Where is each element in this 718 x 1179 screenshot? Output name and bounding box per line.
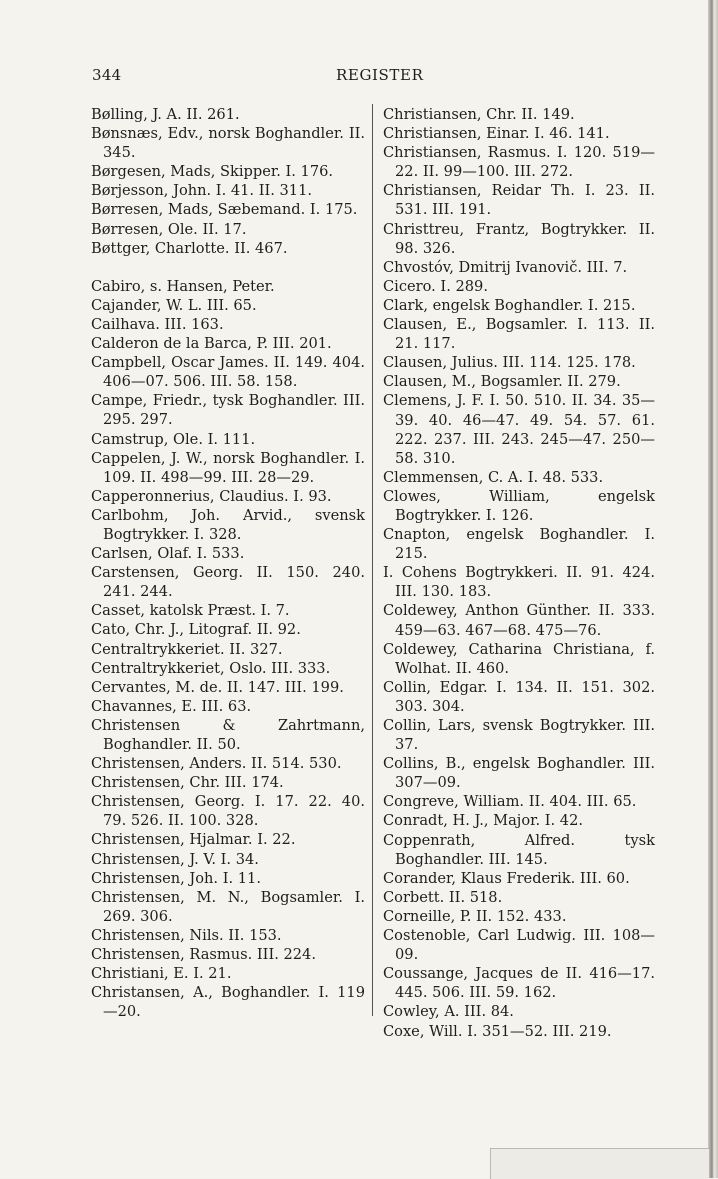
index-entry: Børjesson, John. I. 41. II. 311. (91, 182, 312, 200)
index-entry: Coldewey, Anthon Günther. II. 333. 459—63. 467—68. 475—76. (383, 602, 655, 639)
index-entry: Casset, katolsk Præst. I. 7. (91, 602, 290, 620)
index-entry: Cajander, W. L. III. 65. (91, 296, 257, 314)
index-column-right (383, 105, 655, 1041)
index-entry: Corbett. II. 518. (383, 888, 503, 906)
index-entry: Coppenrath, Alfred. tysk Boghandler. III. 145. (383, 831, 655, 868)
index-entry: Cappelen, J. W., norsk Boghandler. I. 109. II. 498—99. III. 28—29. (91, 449, 365, 486)
index-entry: Collins, B., engelsk Boghandler. III. 307—09. (383, 755, 655, 792)
index-entry: Capperonnerius, Claudius. I. 93. (91, 487, 332, 505)
index-entry: Clausen, M., Bogsamler. II. 279. (383, 373, 621, 391)
index-entry: Christensen, J. V. I. 34. (91, 850, 259, 868)
index-entry: Coussange, Jacques de II. 416—17. 445. 506. III. 59. 162. (383, 965, 655, 1002)
column-divider (372, 104, 373, 1016)
index-entry: Børresen, Mads, Sæbemand. I. 175. (91, 201, 358, 219)
index-entry: Clark, engelsk Boghandler. I. 215. (383, 296, 636, 314)
page-edge-bottom (490, 1148, 709, 1179)
index-entry: Christensen, M. N., Bogsamler. I. 269. 306. (91, 888, 365, 925)
index-entry: Clausen, Julius. III. 114. 125. 178. (383, 354, 636, 372)
index-entry: Cnapton, engelsk Boghandler. I. 215. (383, 526, 655, 563)
page-number: 344 (92, 66, 122, 84)
index-entry: Cicero. I. 289. (383, 277, 488, 295)
index-entry: Congreve, William. II. 404. III. 65. (383, 793, 637, 811)
index-entry: Børgesen, Mads, Skipper. I. 176. (91, 163, 334, 181)
index-entry: Christensen & Zahrtmann, Boghandler. II. 50. (91, 716, 365, 753)
index-entry: Christiani, E. I. 21. (91, 965, 232, 983)
index-entry: Christensen, Rasmus. III. 224. (91, 946, 316, 964)
index-entry: Corander, Klaus Frederik. III. 60. (383, 869, 630, 887)
index-entry: Cowley, A. III. 84. (383, 1003, 514, 1021)
index-entry: Christansen, A., Boghandler. I. 119—20. (91, 984, 365, 1021)
index-entry: Christensen, Joh. I. 11. (91, 869, 261, 887)
index-entry: Christtreu, Frantz, Bogtrykker. II. 98. 326. (383, 220, 655, 257)
index-entry: Conradt, H. J., Major. I. 42. (383, 812, 584, 830)
index-entry: Coldewey, Catharina Christiana, f. Wolhat. II. 460. (383, 640, 655, 677)
index-entry: Clowes, William, engelsk Bogtrykker. I. 126. (383, 487, 655, 524)
index-entry: Cervantes, M. de. II. 147. III. 199. (91, 678, 344, 696)
index-entry: Collin, Lars, svensk Bogtrykker. III. 37. (383, 717, 655, 754)
index-entry: Campbell, Oscar James. II. 149. 404. 406—07. 506. III. 58. 158. (91, 354, 365, 391)
index-entry: Christiansen, Chr. II. 149. (383, 106, 575, 123)
index-entry: Campe, Friedr., tysk Boghandler. III. 295. 297. (91, 392, 365, 429)
page-header (92, 66, 654, 90)
index-entry: Christiansen, Reidar Th. I. 23. II. 531. III. 191. (383, 182, 655, 219)
index-entry: Christiansen, Einar. I. 46. 141. (383, 125, 610, 143)
index-entry: Cailhava. III. 163. (91, 315, 224, 333)
index-column-left (91, 105, 365, 1021)
index-entry: I. Cohens Bogtrykkeri. II. 91. 424. III. 130. 183. (383, 564, 655, 601)
index-entry: Christensen, Chr. III. 174. (91, 774, 284, 792)
index-entry: Centraltrykkeriet. II. 327. (91, 640, 283, 658)
index-entry: Carlbohm, Joh. Arvid., svensk Bogtrykker. I. 328. (91, 506, 365, 543)
index-entry: Christensen, Anders. II. 514. 530. (91, 755, 342, 773)
index-entry: Centraltrykkeriet, Oslo. III. 333. (91, 659, 331, 677)
index-entry: Clausen, E., Bogsamler. I. 113. II. 21. 117. (383, 316, 655, 353)
index-entry: Coxe, Will. I. 351—52. III. 219. (383, 1022, 612, 1040)
index-entry: Costenoble, Carl Ludwig. III. 108—09. (383, 927, 655, 964)
index-entry: Christensen, Hjalmar. I. 22. (91, 831, 296, 849)
index-entry: Clemmensen, C. A. I. 48. 533. (383, 468, 604, 486)
index-entry: Cato, Chr. J., Litograf. II. 92. (91, 621, 301, 639)
index-entry: Christensen, Nils. II. 153. (91, 926, 282, 944)
running-title: REGISTER (336, 66, 424, 84)
page-edge-right (708, 0, 718, 1178)
index-entry: Børresen, Ole. II. 17. (91, 220, 247, 238)
index-entry: Chavannes, E. III. 63. (91, 697, 252, 715)
index-entry: Christiansen, Rasmus. I. 120. 519—22. II. 99—100. III. 272. (383, 144, 655, 181)
index-entry: Calderon de la Barca, P. III. 201. (91, 335, 332, 353)
index-entry: Carstensen, Georg. II. 150. 240. 241. 244. (91, 564, 365, 601)
index-entry: Clemens, J. F. I. 50. 510. II. 34. 35—39. 40. 46—47. 49. 54. 57. 61. 222. 237. III. 243. 245—47. 250—58. 310. (383, 392, 655, 467)
index-entry: Corneille, P. II. 152. 433. (383, 907, 567, 925)
index-entry: Collin, Edgar. I. 134. II. 151. 302. 303. 304. (383, 678, 655, 715)
index-entry: Cabiro, s. Hansen, Peter. (91, 277, 275, 295)
index-entry: Bønsnæs, Edv., norsk Boghandler. II. 345. (91, 125, 365, 162)
index-entry: Carlsen, Olaf. I. 533. (91, 545, 245, 563)
index-entry: Camstrup, Ole. I. 111. (91, 430, 256, 448)
index-entry: Christensen, Georg. I. 17. 22. 40. 79. 526. II. 100. 328. (91, 793, 365, 830)
index-entry: Bølling, J. A. II. 261. (91, 106, 240, 123)
index-entry: Bøttger, Charlotte. II. 467. (91, 239, 288, 257)
index-entry: Chvostóv, Dmitrij Ivanovič. III. 7. (383, 258, 628, 276)
